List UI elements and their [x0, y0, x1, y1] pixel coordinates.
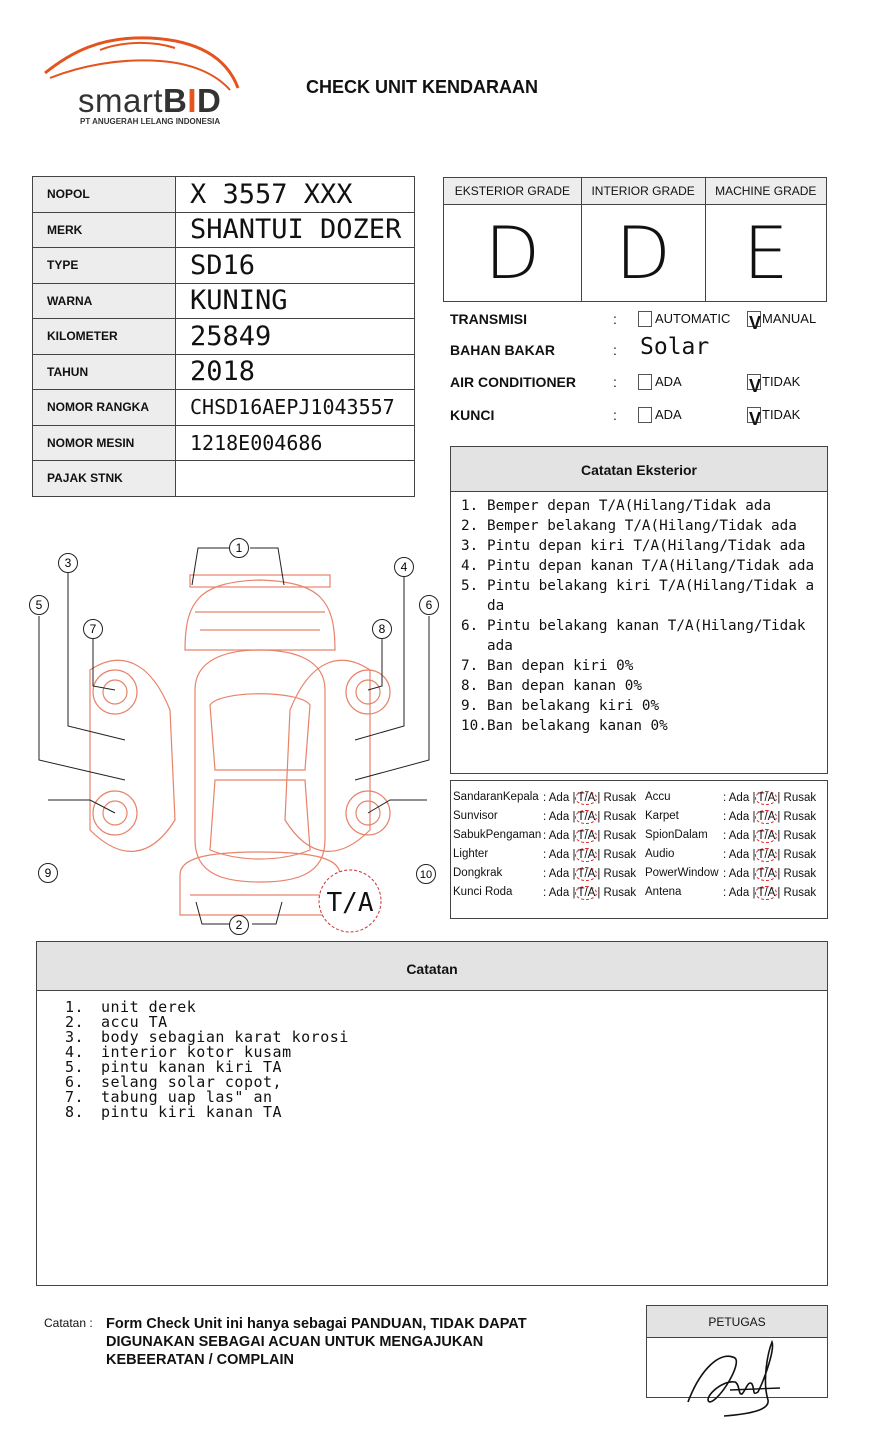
- separator: |: [572, 811, 576, 823]
- accessory-name: Kunci Roda: [453, 886, 513, 898]
- signature-icon: [680, 1340, 790, 1420]
- accessory-options: : Ada | T/A | Rusak: [723, 830, 817, 842]
- checkbox-ac-ada[interactable]: [638, 374, 652, 390]
- option-manual: MANUAL: [762, 311, 817, 326]
- separator: |: [752, 811, 756, 823]
- checkbox-kunci-ada[interactable]: [638, 407, 652, 423]
- value-type: SD16: [176, 248, 415, 284]
- option-ada: Ada: [728, 849, 750, 861]
- car-damage-diagram: [20, 530, 440, 940]
- marker-6: 6: [425, 598, 433, 612]
- accessory-row: [645, 829, 825, 848]
- marker-1: 1: [235, 541, 243, 555]
- option-rusak: Rusak: [783, 887, 817, 899]
- option-rusak: Rusak: [783, 849, 817, 861]
- separator: |: [597, 811, 601, 823]
- value-nomor-mesin: 1218E004686: [176, 425, 415, 461]
- list-item: 4. Pintu depan kanan T/A(Hilang/Tidak ada: [461, 558, 815, 574]
- list-item: 1. unit derek: [65, 998, 197, 1016]
- accessory-options: : Ada | T/A | Rusak: [543, 868, 637, 880]
- separator: |: [572, 792, 576, 804]
- accessory-row: [453, 829, 643, 848]
- row-tahun: [33, 354, 415, 390]
- accessory-name: PowerWindow: [645, 867, 719, 879]
- option-rusak: Rusak: [603, 830, 637, 842]
- separator: |: [572, 849, 576, 861]
- list-item: 3. Pintu depan kiri T/A(Hilang/Tidak ada: [461, 538, 806, 554]
- option-ta-circled: T/A: [757, 887, 776, 899]
- row-pajak-stnk: [33, 461, 415, 497]
- list-item: 7. tabung uap las" an: [65, 1088, 273, 1106]
- separator: |: [777, 849, 781, 861]
- accessory-name: SabukPengaman: [453, 829, 542, 841]
- list-item: 1. Bemper depan T/A(Hilang/Tidak ada: [461, 498, 772, 514]
- option-rusak: Rusak: [603, 849, 637, 861]
- accessory-row: [645, 848, 825, 867]
- list-item: 2. accu TA: [65, 1013, 168, 1031]
- row-nopol: [33, 177, 415, 213]
- accessory-name: Lighter: [453, 848, 489, 860]
- accessory-row: [453, 848, 643, 867]
- list-item: 8. pintu kiri kanan TA: [65, 1103, 283, 1121]
- stamp-ta: T/A: [326, 888, 374, 918]
- list-item: 5. pintu kanan kiri TA: [65, 1058, 283, 1076]
- separator: |: [777, 887, 781, 899]
- checkbox-automatic[interactable]: [638, 311, 652, 327]
- option-ta-circled: T/A: [577, 830, 596, 842]
- accessory-row: [453, 886, 643, 905]
- accessory-options: : Ada | T/A | Rusak: [723, 887, 817, 899]
- accessory-name: Antena: [645, 886, 682, 898]
- option-ada: Ada: [728, 792, 750, 804]
- option-rusak: Rusak: [603, 887, 637, 899]
- option-ada: Ada: [728, 868, 750, 880]
- exterior-notes-panel: [450, 446, 828, 774]
- check-mark-icon: V: [749, 409, 762, 429]
- accessory-options: : Ada | T/A | Rusak: [723, 792, 817, 804]
- grade-value-interior: D: [581, 205, 705, 302]
- list-item: 3. body sebagian karat korosi: [65, 1028, 349, 1046]
- option-ta-circled: T/A: [577, 792, 596, 804]
- separator: |: [752, 792, 756, 804]
- accessory-name: Audio: [645, 848, 675, 860]
- accessory-row: [453, 810, 643, 829]
- accessory-options: : Ada | T/A | Rusak: [723, 811, 817, 823]
- list-item: 6. Pintu belakang kanan T/A(Hilang/Tidak ada: [461, 618, 806, 654]
- grade-header-exterior: EKSTERIOR GRADE: [444, 178, 582, 205]
- value-nopol: X 3557 XXX: [176, 177, 415, 213]
- accessory-options: : Ada | T/A | Rusak: [723, 849, 817, 861]
- page-title: CHECK UNIT KENDARAAN: [306, 77, 538, 97]
- list-item: 2. Bemper belakang T/A(Hilang/Tidak ada: [461, 518, 797, 534]
- value-bahan-bakar: Solar: [640, 334, 710, 360]
- option-ada: Ada: [548, 830, 570, 842]
- exterior-notes-title: Catatan Eksterior: [451, 447, 827, 492]
- option-rusak: Rusak: [783, 868, 817, 880]
- option-ac-ada: ADA: [655, 374, 682, 389]
- footer-label: Catatan :: [44, 1316, 93, 1330]
- option-rusak: Rusak: [603, 811, 637, 823]
- accessory-name: Sunvisor: [453, 810, 498, 822]
- label-nomor-mesin: NOMOR MESIN: [33, 425, 176, 461]
- check-mark-icon: V: [749, 376, 762, 396]
- value-nomor-rangka: CHSD16AEPJ1043557: [176, 390, 415, 426]
- grade-table: [443, 177, 827, 302]
- accessory-name: Accu: [645, 791, 671, 803]
- accessory-name: SpionDalam: [645, 829, 708, 841]
- label-kunci: KUNCI: [450, 407, 495, 423]
- option-ada: Ada: [728, 887, 750, 899]
- option-ada: Ada: [728, 830, 750, 842]
- accessory-options: : Ada | T/A | Rusak: [723, 868, 817, 880]
- value-warna: KUNING: [176, 283, 415, 319]
- marker-8: 8: [378, 622, 386, 636]
- marker-4: 4: [400, 560, 408, 574]
- logo-subtitle: PT ANUGERAH LELANG INDONESIA: [80, 117, 221, 126]
- colon: :: [613, 407, 617, 423]
- label-transmisi: TRANSMISI: [450, 311, 527, 327]
- separator: |: [572, 830, 576, 842]
- list-item: 6. selang solar copot,: [65, 1073, 283, 1091]
- accessory-row: [645, 791, 825, 810]
- separator: |: [597, 792, 601, 804]
- separator: |: [597, 830, 601, 842]
- accessory-row: [453, 867, 643, 886]
- row-nomor-rangka: [33, 390, 415, 426]
- list-item: 4. interior kotor kusam: [65, 1043, 292, 1061]
- logo: smartBID: [78, 82, 222, 119]
- colon: :: [613, 374, 617, 390]
- accessories-panel: [450, 780, 828, 919]
- separator: |: [597, 887, 601, 899]
- option-ac-tidak: TIDAK: [762, 374, 801, 389]
- label-tahun: TAHUN: [33, 354, 176, 390]
- option-rusak: Rusak: [603, 792, 637, 804]
- option-ta-circled: T/A: [577, 849, 596, 861]
- accessory-options: : Ada | T/A | Rusak: [543, 830, 637, 842]
- label-nopol: NOPOL: [33, 177, 176, 213]
- separator: |: [572, 887, 576, 899]
- grade-header-interior: INTERIOR GRADE: [581, 178, 705, 205]
- accessory-name: SandaranKepala: [453, 791, 539, 803]
- separator: |: [752, 887, 756, 899]
- option-ta-circled: T/A: [577, 887, 596, 899]
- option-kunci-ada: ADA: [655, 407, 682, 422]
- separator: |: [597, 868, 601, 880]
- label-pajak-stnk: PAJAK STNK: [33, 461, 176, 497]
- marker-leader-lines: [39, 548, 429, 924]
- separator: |: [752, 868, 756, 880]
- separator: |: [597, 849, 601, 861]
- value-merk: SHANTUI DOZER: [176, 212, 415, 248]
- accessory-row: [645, 810, 825, 829]
- accessory-options: : Ada | T/A | Rusak: [543, 849, 637, 861]
- option-ada: Ada: [548, 868, 570, 880]
- row-kilometer: [33, 319, 415, 355]
- option-ada: Ada: [728, 811, 750, 823]
- row-merk: [33, 212, 415, 248]
- colon: :: [613, 342, 617, 358]
- option-ada: Ada: [548, 811, 570, 823]
- colon: :: [613, 311, 617, 327]
- option-ta-circled: T/A: [757, 792, 776, 804]
- label-kilometer: KILOMETER: [33, 319, 176, 355]
- accessory-row: [453, 791, 643, 810]
- notes-panel: [36, 941, 828, 1286]
- marker-3: 3: [64, 556, 72, 570]
- list-item: 8. Ban depan kanan 0%: [461, 678, 642, 694]
- option-ada: Ada: [548, 887, 570, 899]
- accessory-name: Karpet: [645, 810, 679, 822]
- marker-5: 5: [35, 598, 43, 612]
- marker-2: 2: [235, 918, 243, 932]
- value-tahun: 2018: [176, 354, 415, 390]
- grade-header-machine: MACHINE GRADE: [705, 178, 826, 205]
- list-item: 10. Ban belakang kanan 0%: [461, 718, 668, 734]
- row-nomor-mesin: [33, 425, 415, 461]
- option-ta-circled: T/A: [577, 811, 596, 823]
- accessory-options: : Ada | T/A | Rusak: [543, 792, 637, 804]
- separator: |: [752, 830, 756, 842]
- value-kilometer: 25849: [176, 319, 415, 355]
- label-type: TYPE: [33, 248, 176, 284]
- list-item: 9. Ban belakang kiri 0%: [461, 698, 660, 714]
- exterior-notes-list: [451, 492, 827, 736]
- vehicle-info-table: [32, 176, 415, 497]
- accessory-options: : Ada | T/A | Rusak: [543, 811, 637, 823]
- option-rusak: Rusak: [783, 830, 817, 842]
- check-mark-icon: V: [749, 313, 762, 333]
- accessory-row: [645, 886, 825, 905]
- option-ta-circled: T/A: [757, 849, 776, 861]
- row-warna: [33, 283, 415, 319]
- grade-value-machine: E: [705, 205, 826, 302]
- separator: |: [777, 830, 781, 842]
- option-rusak: Rusak: [603, 868, 637, 880]
- label-air-conditioner: AIR CONDITIONER: [450, 374, 576, 390]
- option-ada: Ada: [548, 849, 570, 861]
- accessory-name: Dongkrak: [453, 867, 503, 879]
- row-type: [33, 248, 415, 284]
- option-ta-circled: T/A: [757, 868, 776, 880]
- accessory-row: [645, 867, 825, 886]
- footer-disclaimer: Form Check Unit ini hanya sebagai PANDUAN, TIDAK DAPAT DIGUNAKAN SEBAGAI ACUAN UNTUK MENGAJUKAN KEBEERATAN / COMPLAIN: [106, 1316, 527, 1368]
- notes-list: [37, 991, 827, 1120]
- label-nomor-rangka: NOMOR RANGKA: [33, 390, 176, 426]
- option-ta-circled: T/A: [577, 868, 596, 880]
- separator: |: [777, 811, 781, 823]
- separator: |: [777, 868, 781, 880]
- option-ta-circled: T/A: [757, 811, 776, 823]
- label-merk: MERK: [33, 212, 176, 248]
- option-kunci-tidak: TIDAK: [762, 407, 801, 422]
- marker-9: 9: [44, 866, 52, 880]
- list-item: 7. Ban depan kiri 0%: [461, 658, 634, 674]
- petugas-title: PETUGAS: [647, 1306, 827, 1338]
- option-rusak: Rusak: [783, 792, 817, 804]
- label-warna: WARNA: [33, 283, 176, 319]
- option-ada: Ada: [548, 792, 570, 804]
- car-outline-icon: [90, 575, 390, 915]
- label-bahan-bakar: BAHAN BAKAR: [450, 342, 555, 358]
- option-ta-circled: T/A: [757, 830, 776, 842]
- separator: |: [572, 868, 576, 880]
- value-pajak-stnk: [176, 461, 415, 497]
- notes-title: Catatan: [37, 942, 827, 991]
- separator: |: [777, 792, 781, 804]
- separator: |: [752, 849, 756, 861]
- option-rusak: Rusak: [783, 811, 817, 823]
- option-automatic: AUTOMATIC: [655, 311, 731, 326]
- list-item: 5. Pintu belakang kiri T/A(Hilang/Tidak ada: [461, 578, 815, 614]
- marker-7: 7: [89, 622, 97, 636]
- grade-value-exterior: D: [444, 205, 582, 302]
- accessory-options: : Ada | T/A | Rusak: [543, 887, 637, 899]
- marker-10: 10: [419, 869, 433, 881]
